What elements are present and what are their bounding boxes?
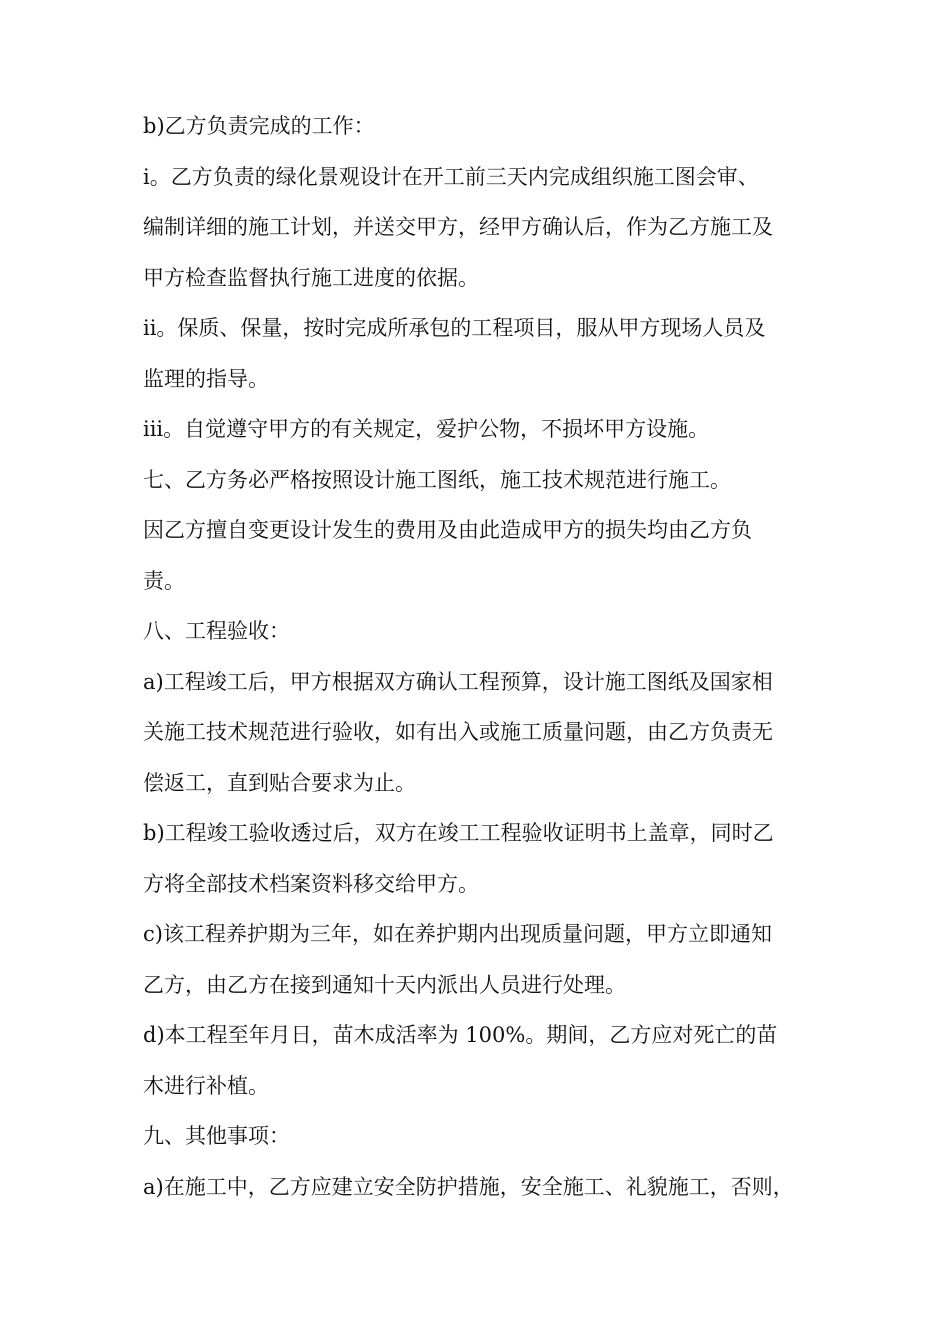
section-heading: 八、工程验收： [143,619,290,643]
text-line: 方将全部技术档案资料移交给甲方。 [143,871,479,896]
text-line: c)该工程养护期为三年，如在养护期内出现质量问题，甲方立即通知 [143,922,772,946]
text-line: 七、乙方务必严格按照设计施工图纸，施工技术规范进行施工。 [143,467,731,492]
text-line: 乙方，由乙方在接到通知十天内派出人员进行处理。 [143,972,626,997]
document-body [143,101,823,1212]
text-line: a)在施工中，乙方应建立安全防护措施，安全施工、礼貌施工，否则， [143,1174,794,1199]
text-line: 偿返工，直到贴合要求为止。 [143,770,416,795]
text-line: b)乙方负责完成的工作： [143,114,375,138]
text-line: 监理的指导。 [143,366,269,391]
text-line: iii。自觉遵守甲方的有关规定，爱护公物，不损坏甲方设施。 [143,417,710,441]
text-line: i。乙方负责的绿化景观设计在开工前三天内完成组织施工图会审、 [143,164,759,189]
section-heading: 九、其他事项： [143,1124,290,1148]
text-line: 甲方检查监督执行施工进度的依据。 [143,265,479,290]
text-line: 编制详细的施工计划，并送交甲方，经甲方确认后，作为乙方施工及 [143,215,773,239]
text-line: d)本工程至年月日，苗木成活率为 100%。期间，乙方应对死亡的苗 [143,1023,778,1047]
text-line: ii。保质、保量，按时完成所承包的工程项目，服从甲方现场人员及 [143,316,766,340]
text-line: b)工程竣工验收透过后，双方在竣工工程验收证明书上盖章，同时乙 [143,821,774,845]
text-line: 责。 [143,568,185,593]
text-line: 木进行补植。 [143,1073,269,1098]
text-line: a)工程竣工后，甲方根据双方确认工程预算，设计施工图纸及国家相 [143,669,773,694]
text-line: 因乙方擅自变更设计发生的费用及由此造成甲方的损失均由乙方负 [143,518,752,542]
text-line: 关施工技术规范进行验收，如有出入或施工质量问题，由乙方负责无 [143,720,773,744]
